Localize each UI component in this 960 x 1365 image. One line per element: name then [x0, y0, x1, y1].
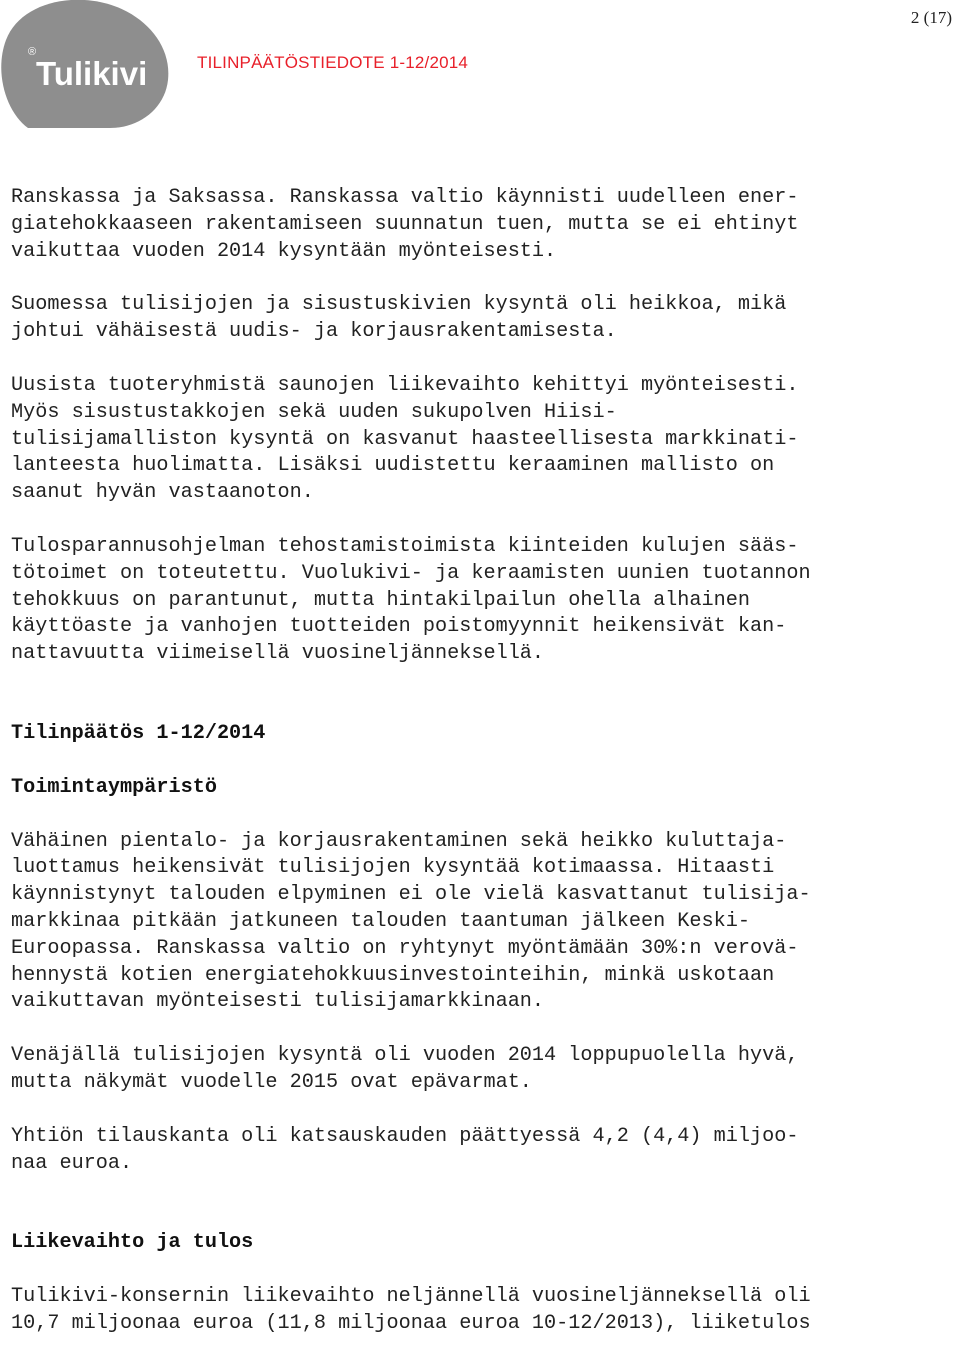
document-body: [11, 185, 951, 1365]
paragraph-france-germany: Ranskassa ja Saksassa. Ranskassa valtio käynnisti uudelleen ener- giatehokkaaseen rakentamiseen suunnatun tuen, mutta se ei ehtinyt vaikuttaa vuoden 2014 kysyntään myönteisesti.: [11, 186, 799, 263]
paragraph-group-revenue: Tulikivi-konsernin liikevaihto neljännellä vuosineljänneksellä oli 10,7 miljoonaa euroa (11,8 miljoonaa euroa 10-12/2013), liiketulos: [11, 1285, 811, 1335]
paragraph-domestic-demand: Vähäinen pientalo- ja korjausrakentaminen sekä heikko kuluttaja- luottamus heikensivät tulisijojen kysyntää kotimaassa. Hitaasti käynnistynyt talouden elpyminen ei ole vielä kasvattanut tulisija- markkinaa pitkään jatkuneen talouden taantuman jälkeen Keski- Euroopassa. Ranskassa valtio on ryhtynyt myöntämään 30%:n verovä- hennystä kotien energiatehokkuusinvestointeihin, minkä uskotaan vaikuttavan myönteisesti tulisijamarkkinaan.: [11, 829, 811, 1014]
spacer: [11, 1204, 951, 1230]
paragraph-efficiency-program: Tulosparannusohjelman tehostamistoimista kiinteiden kulujen sääs- tötoimet on toteutettu. Vuolukivi- ja keraamisten uunien tuotannon tehokkuus on parantunut, mutta hintakilpailun ohella alhainen käyttöaste ja vanhojen tuotteiden poistomyynnit heikensivät kan- nattavuutta viimeisellä vuosineljänneksellä.: [11, 534, 811, 666]
section-heading-financial-statements: Tilinpäätös 1-12/2014: [11, 721, 266, 745]
paragraph-new-products: Uusista tuoteryhmistä saunojen liikevaihto kehittyi myönteisesti. Myös sisustustakkojen sekä uuden sukupolven Hiisi- tulisijamalliston kysyntä on kasvanut haasteellisesta markkinati- lanteesta huolimatta. Lisäksi uudistettu keraaminen mallisto on saanut hyvän vastaanoton.: [11, 373, 799, 505]
logo-text: Tulikivi: [36, 55, 148, 92]
spacer: [11, 695, 951, 721]
logo-registered-mark: ®: [28, 46, 37, 58]
tulikivi-logo: [0, 0, 170, 128]
section-heading-operating-environment: Toimintaympäristö: [11, 775, 217, 799]
paragraph-order-book: Yhtiön tilauskanta oli katsauskauden päättyessä 4,2 (4,4) miljoo- naa euroa.: [11, 1124, 799, 1175]
paragraph-russia: Venäjällä tulisijojen kysyntä oli vuoden 2014 loppupuolella hyvä, mutta näkymät vuodelle 2015 ovat epävarmat.: [11, 1044, 799, 1094]
paragraph-finland: Suomessa tulisijojen ja sisustuskivien kysyntä oli heikkoa, mikä johtui vähäisestä uudis- ja korjausrakentamisesta.: [11, 293, 787, 344]
section-heading-revenue-and-result: Liikevaihto ja tulos: [11, 1231, 254, 1255]
page-number: 2 (17): [910, 8, 952, 27]
document-title: TILINPÄÄTÖSTIEDOTE 1-12/2014: [197, 53, 469, 72]
